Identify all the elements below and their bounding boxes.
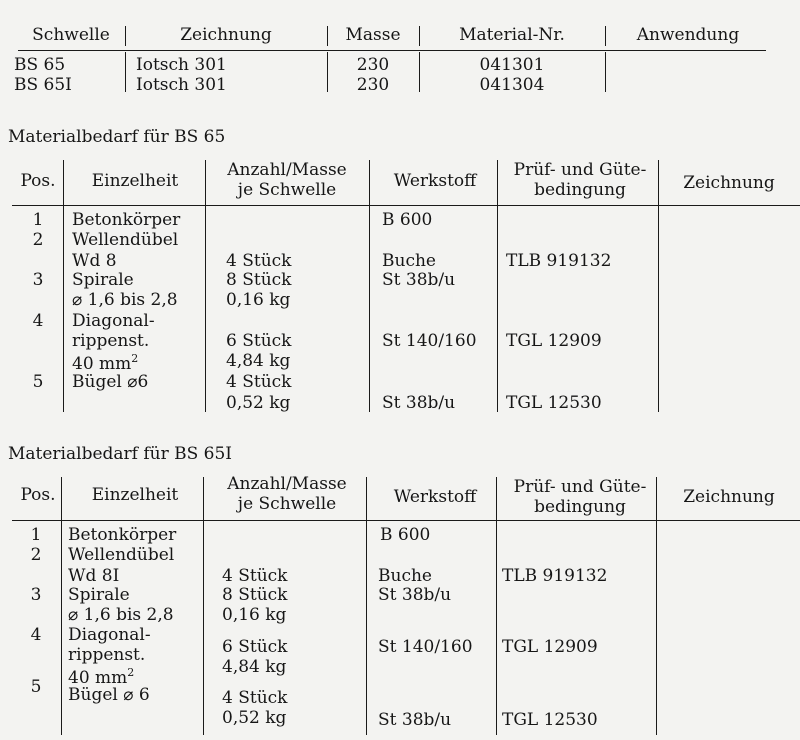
pruef-cell: TLB 919132: [502, 566, 608, 586]
anzahl-cell: 4 Stück: [222, 688, 288, 708]
header-pruef-line1: Prüf- und Güte-: [513, 160, 647, 180]
header-pos: Pos.: [20, 485, 56, 505]
einzelheit-cell: Bügel ⌀6: [72, 372, 149, 392]
cell-material-nr: 041304: [479, 75, 545, 95]
pos-cell: 2: [32, 230, 44, 250]
pos-cell: 4: [32, 311, 44, 331]
anzahl-cell: 0,16 kg: [222, 605, 287, 625]
top-header-zeichnung: Zeichnung: [180, 25, 272, 45]
header-anzahl-line1: Anzahl/Masse: [227, 474, 347, 494]
werkstoff-cell: Buche: [378, 566, 432, 586]
cell-masse: 230: [356, 55, 390, 75]
section-title-bs65i: Materialbedarf für BS 65I: [8, 444, 233, 464]
werkstoff-cell: St 38b/u: [382, 393, 456, 413]
anzahl-cell: 4,84 kg: [226, 351, 291, 371]
bs65-header-rule: [12, 205, 800, 206]
anzahl-cell: 4 Stück: [222, 566, 288, 586]
werkstoff-cell: St 38b/u: [382, 270, 456, 290]
header-pruef-line2: bedingung: [534, 180, 626, 200]
einzelheit-text: 40 mm: [72, 354, 132, 374]
header-anzahl-line2: je Schwelle: [237, 180, 337, 200]
cell-material-nr: 041301: [479, 55, 545, 75]
header-anzahl-line2: je Schwelle: [237, 494, 337, 514]
bs65i-header-rule: [12, 520, 800, 521]
header-anzahl-line1: Anzahl/Masse: [227, 160, 347, 180]
einzelheit-text: 40 mm: [68, 668, 128, 688]
einzelheit-cell: Spirale: [68, 585, 130, 605]
anzahl-cell: 0,52 kg: [222, 708, 287, 728]
top-header-schwelle: Schwelle: [32, 25, 110, 45]
header-pruef-line1: Prüf- und Güte-: [513, 477, 647, 497]
cell-schwelle: BS 65I: [14, 75, 72, 95]
werkstoff-cell: Buche: [382, 251, 436, 271]
top-header-anwendung: Anwendung: [636, 25, 740, 45]
einzelheit-cell: ⌀ 1,6 bis 2,8: [72, 290, 178, 310]
pruef-cell: TGL 12530: [506, 393, 602, 413]
einzelheit-cell: Wd 8I: [68, 566, 120, 586]
header-zeichnung: Zeichnung: [683, 487, 775, 507]
header-zeichnung: Zeichnung: [683, 173, 775, 193]
superscript: 2: [131, 352, 139, 365]
header-einzelheit: Einzelheit: [91, 171, 179, 191]
einzelheit-cell: Wellendübel: [72, 230, 179, 250]
anzahl-cell: 4 Stück: [226, 251, 292, 271]
header-werkstoff: Werkstoff: [393, 171, 477, 191]
pos-cell: 5: [32, 372, 44, 392]
top-header-material-nr: Material-Nr.: [459, 25, 565, 45]
anzahl-cell: 0,52 kg: [226, 393, 291, 413]
pos-cell: 3: [32, 270, 44, 290]
pruef-cell: TGL 12909: [506, 331, 602, 351]
werkstoff-cell: St 140/160: [378, 637, 473, 657]
einzelheit-cell: Wd 8: [72, 251, 117, 271]
werkstoff-cell: B 600: [382, 210, 433, 230]
anzahl-cell: 6 Stück: [222, 637, 288, 657]
einzelheit-cell: [68, 667, 134, 687]
anzahl-cell: 6 Stück: [226, 331, 292, 351]
einzelheit-cell: Betonkörper: [72, 210, 181, 230]
header-einzelheit: Einzelheit: [91, 485, 179, 505]
einzelheit-cell: rippenst.: [72, 331, 150, 351]
section-title-bs65: Materialbedarf für BS 65: [8, 127, 226, 147]
anzahl-cell: 4,84 kg: [222, 657, 287, 677]
pruef-cell: TLB 919132: [506, 251, 612, 271]
anzahl-cell: 8 Stück: [222, 585, 288, 605]
einzelheit-cell: Wellendübel: [68, 545, 175, 565]
pos-cell: 4: [30, 625, 42, 645]
einzelheit-cell: rippenst.: [68, 645, 146, 665]
cell-zeichnung: Iotsch 301: [136, 55, 227, 75]
cell-masse: 230: [356, 75, 390, 95]
einzelheit-cell: Diagonal-: [68, 625, 151, 645]
top-header-rule: [18, 50, 766, 51]
cell-schwelle: BS 65: [14, 55, 66, 75]
einzelheit-cell: Bügel ⌀ 6: [68, 685, 150, 705]
pos-cell: 3: [30, 585, 42, 605]
pruef-cell: TGL 12530: [502, 710, 598, 730]
werkstoff-cell: B 600: [380, 525, 431, 545]
header-werkstoff: Werkstoff: [393, 487, 477, 507]
werkstoff-cell: St 38b/u: [378, 585, 452, 605]
einzelheit-cell: ⌀ 1,6 bis 2,8: [68, 605, 174, 625]
pos-cell: 5: [30, 677, 42, 697]
pos-cell: 2: [30, 545, 42, 565]
einzelheit-cell: Spirale: [72, 270, 134, 290]
werkstoff-cell: St 38b/u: [378, 710, 452, 730]
anzahl-cell: 8 Stück: [226, 270, 292, 290]
superscript: 2: [127, 666, 135, 679]
anzahl-cell: 0,16 kg: [226, 290, 291, 310]
header-pruef-line2: bedingung: [534, 497, 626, 517]
pos-cell: 1: [32, 210, 44, 230]
top-header-masse: Masse: [345, 25, 401, 45]
header-pos: Pos.: [20, 171, 56, 191]
einzelheit-cell: [72, 353, 138, 373]
pruef-cell: TGL 12909: [502, 637, 598, 657]
pos-cell: 1: [30, 525, 42, 545]
einzelheit-cell: Betonkörper: [68, 525, 177, 545]
anzahl-cell: 4 Stück: [226, 372, 292, 392]
cell-zeichnung: Iotsch 301: [136, 75, 227, 95]
einzelheit-cell: Diagonal-: [72, 311, 155, 331]
werkstoff-cell: St 140/160: [382, 331, 477, 351]
